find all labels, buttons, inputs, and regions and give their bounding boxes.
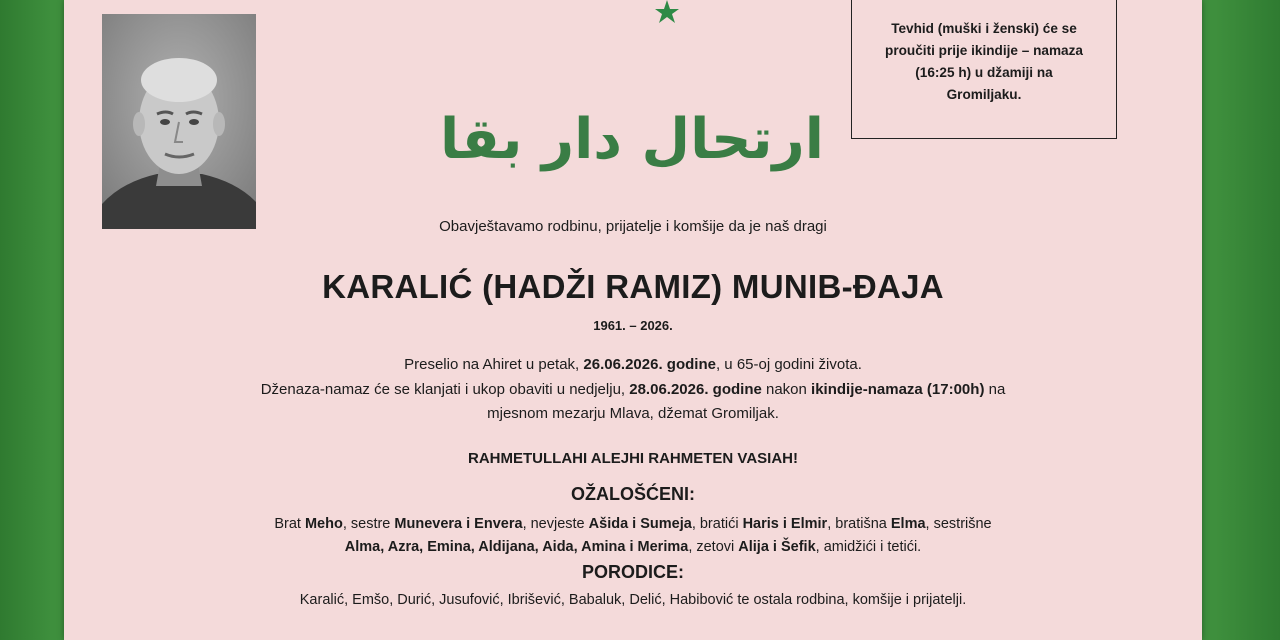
- mourner-relation: , bratišna: [827, 516, 891, 532]
- death-text: , u 65-oj godini života.: [715, 356, 862, 373]
- mourner-relation: , sestre: [342, 516, 395, 532]
- deceased-portrait-photo: [102, 14, 256, 229]
- notice-line: proučiti prije ikindije – namaza: [885, 43, 1083, 58]
- mourner-relation: , nevjeste: [522, 516, 589, 532]
- funeral-date: 28.06.2026. godine: [629, 381, 762, 398]
- crescent-star-icon: [584, 0, 704, 72]
- mourner-relation: , bratići: [691, 516, 743, 532]
- notice-line: Tevhid (muški i ženski) će se: [891, 21, 1077, 36]
- obituary-notice: [64, 0, 1202, 640]
- deceased-name: KARALIĆ (HADŽI RAMIZ) MUNIB-ĐAJA: [322, 268, 944, 305]
- tevhid-notice-box: [851, 0, 1117, 139]
- arabic-calligraphy: [440, 80, 824, 190]
- families-list: Karalić, Emšo, Durić, Jusufović, Ibrišević, Babaluk, Delić, Habibović te ostala rodbina, komšije i prijatelji.: [299, 592, 967, 608]
- mourner-relation: , amidžići i tetići.: [815, 539, 922, 555]
- funeral-time: ikindije-namaza (17:00h): [811, 381, 985, 398]
- mourners-line-2: [64, 539, 1202, 555]
- life-years: 1961. – 2026.: [593, 318, 673, 333]
- funeral-text: Dženaza-namaz će se klanjati i ukop obaviti u nedjelju,: [260, 381, 630, 398]
- funeral-text: na: [984, 381, 1006, 398]
- prayer-phrase: RAHMETULLAHI ALEJHI RAHMETEN VASIAH!: [468, 450, 798, 467]
- calligraphy-text: ارتحال دار بقا: [440, 107, 824, 172]
- funeral-announcement: [64, 381, 1202, 398]
- families-heading: PORODICE:: [581, 562, 684, 582]
- mourner-name: Munevera i Envera: [394, 516, 523, 532]
- mourner-name: Meho: [304, 516, 343, 532]
- death-date: 26.06.2026. godine: [583, 356, 716, 373]
- mourners-heading: OŽALOŠĆENI:: [571, 484, 695, 504]
- mourner-relation: , sestrišne: [925, 516, 992, 532]
- mourner-name: Alma, Azra, Emina, Aldijana, Aida, Amina i Merima: [344, 539, 689, 555]
- death-announcement: [64, 356, 1202, 373]
- funeral-location: mjesnom mezarju Mlava, džemat Gromiljak.: [487, 405, 779, 422]
- mourner-name: Haris i Elmir: [742, 516, 828, 532]
- mourner-relation: Brat: [274, 516, 305, 532]
- notice-line: (16:25 h) u džamiji na: [915, 65, 1053, 80]
- funeral-text: nakon: [761, 381, 812, 398]
- death-text: Preselio na Ahiret u petak,: [404, 356, 584, 373]
- mourner-name: Alija i Šefik: [738, 539, 816, 555]
- mourner-relation: , zetovi: [688, 539, 739, 555]
- intro-text: Obavještavamo rodbinu, prijatelje i komšije da je naš dragi: [439, 218, 827, 235]
- mourner-name: Elma: [890, 516, 926, 532]
- mourners-line-1: [64, 516, 1202, 532]
- notice-line: Gromiljaku.: [946, 87, 1022, 102]
- mourner-name: Ašida i Sumeja: [588, 516, 692, 532]
